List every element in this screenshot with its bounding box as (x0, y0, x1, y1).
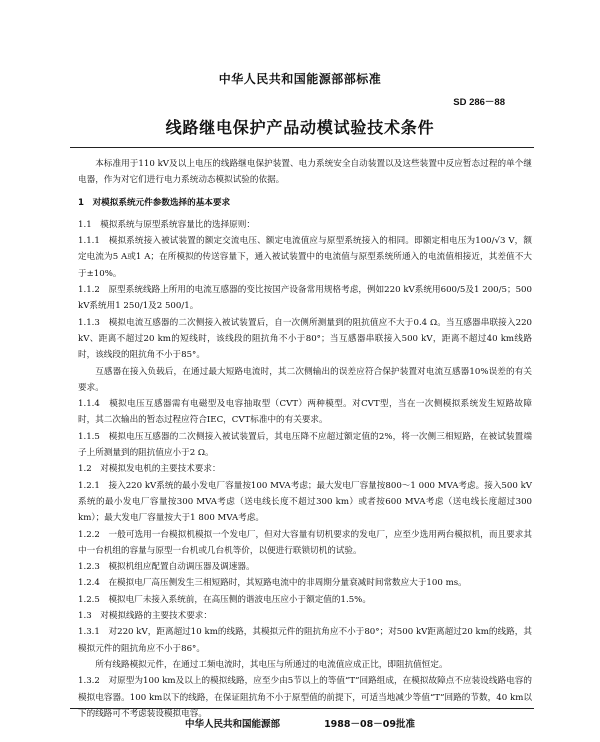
standard-number: SD 286－88 (453, 97, 505, 108)
top-rule (70, 147, 534, 148)
clause: 1.1.2 原型系统线路上所用的电流互感器的变比按国产设备常用规格考虑，例如220 kV系统用600/5及1 200/5；500 kV系统用1 250/1及2 500/1。 (78, 285, 532, 312)
clause: 1.2.1 接入220 kV系统的最小发电厂容量按100 MVA考虑；最大发电厂容量按800～1 000 MVA考虑。接入500 kV系统的最小发电厂容量按300 MVA考虑（送电线长度不超过300 km）或者按600 MVA考虑（送电线长度超过300 km）；最大发电厂容量按大于1 800 MVA考虑。 (78, 480, 532, 524)
document-body (78, 156, 532, 722)
footer (0, 716, 600, 730)
section-heading: 1 对模拟系统元件参数选择的基本要求 (78, 197, 231, 208)
bottom-rule (70, 708, 534, 709)
clause-continuation: 互感器在接入负载后，在通过最大短路电流时，其二次侧输出的误差应符合保护装置对电流互感器10%误差的有关要求。 (78, 366, 532, 393)
intro-paragraph: 本标准用于110 kV及以上电压的线路继电保护装置、电力系统安全自动装置以及这些装置中反应暂态过程的单个继电器，作为对它们进行电力系统动态模拟试验的依据。 (78, 159, 532, 186)
clause: 1.1 模拟系统与原型系统容量比的选择原则： (78, 219, 255, 230)
clause: 1.2 对模拟发电机的主要技术要求： (78, 464, 221, 475)
approval-date: 1988－08－09批准 (324, 719, 415, 730)
clause: 1.3 对模拟线路的主要技术要求： (78, 611, 212, 622)
clause: 1.3.2 对原型为100 km及以上的模拟线路，应至少由5节以上的等值“T”回路组成，在模拟故障点不应装设线路电容的模拟电容器。100 km以下的线路，在保证阻抗角不小于原型值的前提下，可适当地减少等值“T”回路的节数，40 km以下的线路可不考虑装设模拟电容。 (78, 676, 532, 719)
clause: 1.1.4 模拟电压互感器需有电磁型及电容抽取型（CVT）两种模型。对CVT型，当在一次侧模拟系统发生短路故障时，其二次输出的暂态过程应符合IEC，CVT标准中的有关要求。 (78, 399, 532, 426)
issuer: 中华人民共和国能源部 (185, 719, 281, 730)
clause: 1.1.3 模拟电流互感器的二次侧接入被试装置后，自一次侧所测量到的阻抗值应不大于0.4 Ω。当互感器串联接入220 kV、距离不超过20 km的短线时，该线段的阻抗角不小于80°；当互感器串联接入500 kV，距离不超过40 km线路时，该线段的阻抗角不小于85°。 (78, 317, 532, 361)
clause-continuation: 所有线路模拟元件，在通过工频电流时，其电压与所通过的电流值应成正比，即阻抗值恒定。 (95, 659, 448, 670)
clause: 1.2.3 模拟机组应配置自动调压器及调速器。 (78, 562, 255, 573)
clause: 1.2.2 一般可选用一台模拟机模拟一个发电厂，但对大容量有切机要求的发电厂，应至少选用两台模拟机，而且要求其中一台机组的容量与原型一台机或几台机等价，以便进行联锁切机的试验。 (78, 529, 532, 556)
clause: 1.1.1 模拟系统接入被试装置的额定交流电压、额定电流值应与原型系统接入的相同。即额定相电压为100/√3 V，额定电流为5 A或1 A；在所模拟的传送容量下，通入被试装置中的电流值与原型系统所通入的电流值相接近，其差值不大于±10%。 (78, 236, 532, 279)
clause: 1.1.5 模拟电压互感器的二次侧接入被试装置后，其电压降不应超过额定值的2%，将一次侧三相短路，在被试装置端子上所测量到的阻抗值应小于2 Ω。 (78, 431, 532, 459)
clause: 1.3.1 对220 kV，距离超过10 km的线路，其模拟元件的阻抗角应不小于80°；对500 kV距离超过20 km的线路，其模拟元件的阻抗角应不小于86°。 (78, 627, 532, 654)
clause: 1.2.4 在模拟电厂高压侧发生三相短路时，其短路电流中的非周期分量衰减时间常数应大于100 ms。 (78, 578, 467, 589)
document-title: 线路继电保护产品动模试验技术条件 (165, 118, 435, 137)
clause: 1.2.5 模拟电厂未接入系统前，在高压侧的谐波电压应小于额定值的1.5%。 (78, 594, 371, 605)
org-title: 中华人民共和国能源部部标准 (218, 72, 382, 86)
